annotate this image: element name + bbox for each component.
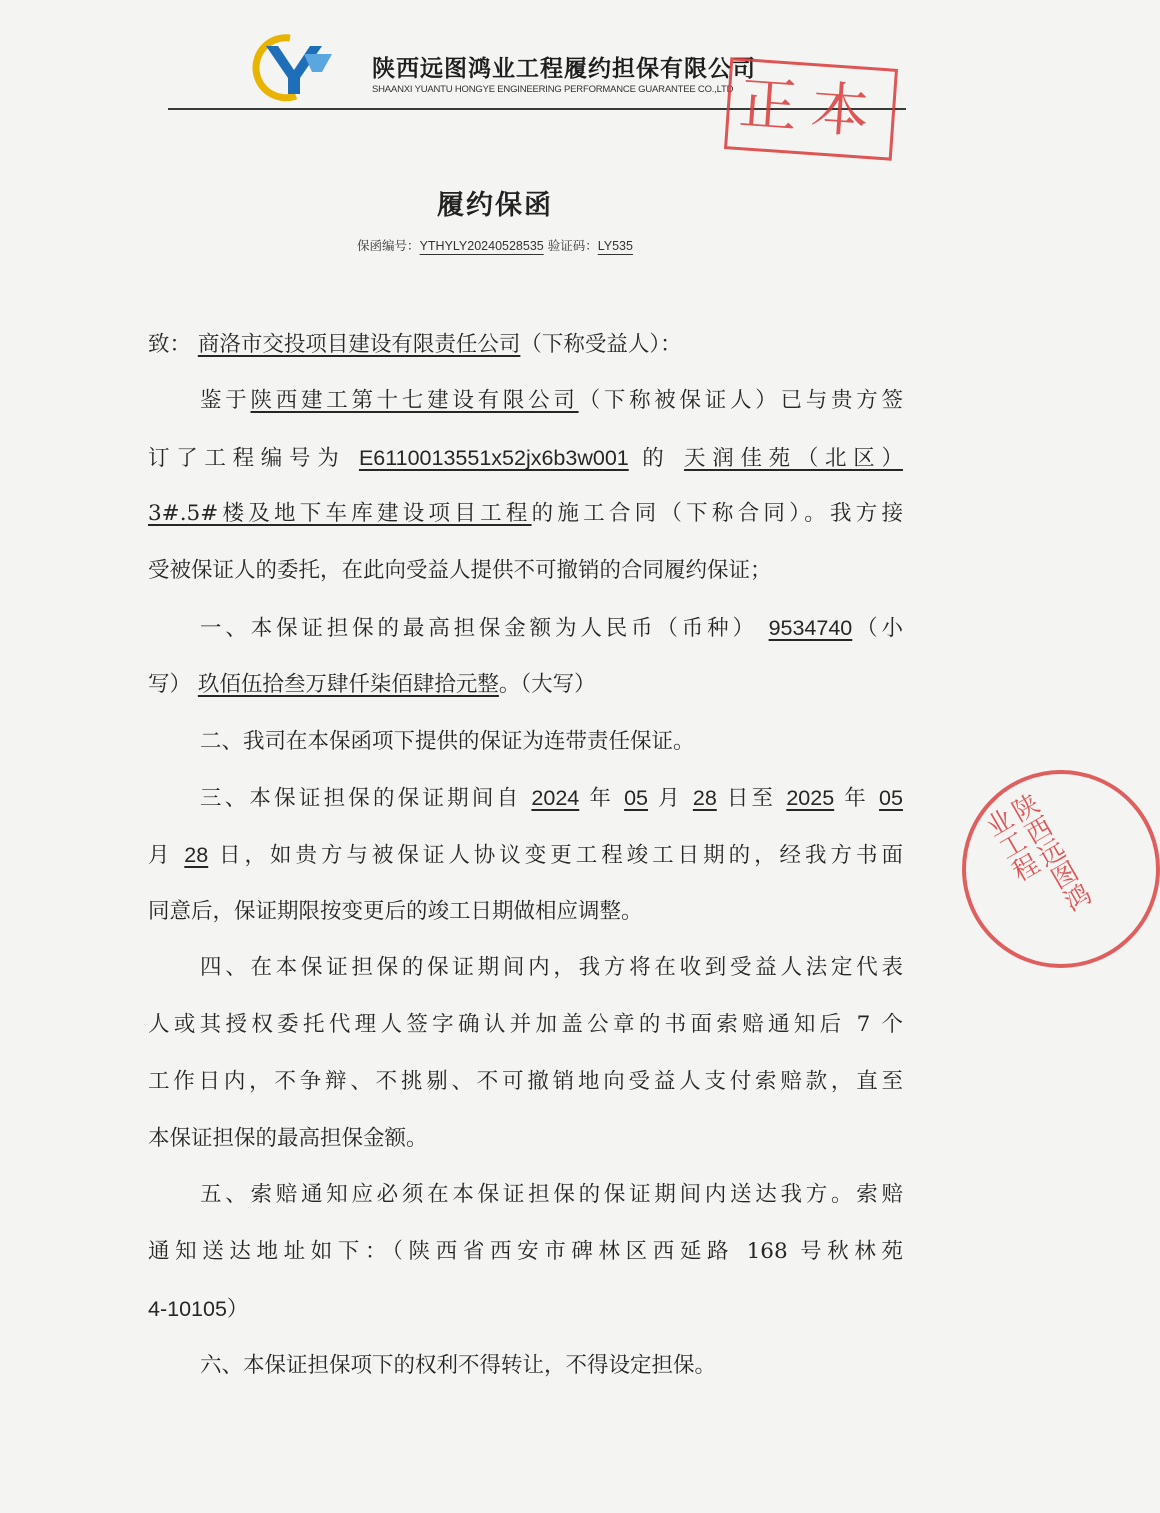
company-seal-text: 陕西远图鸿业工程 xyxy=(977,789,1095,917)
document-meta xyxy=(0,236,990,254)
company-name-en: SHAANXI YUANTU HONGYE ENGINEERING PERFORMANCE GUARANTEE CO.,LTD xyxy=(372,84,734,95)
guarantee-number: YTHYLY20240528535 xyxy=(419,239,544,253)
paragraph-line: 同意后，保证期限按变更后的竣工日期做相应调整。 xyxy=(148,899,643,924)
paragraph-line: 鉴于陕西建工第十七建设有限公司（下称被保证人）已与贵方签 xyxy=(200,388,903,413)
company-logo xyxy=(256,32,338,100)
paragraph-line: 订了工程编号为 E6110013551x52jx6b3w001 的 天润佳苑（北区） xyxy=(148,446,903,471)
original-copy-stamp: 正本 xyxy=(724,57,898,160)
project-name-cont: 3#.5#楼及地下车库建设项目工程 xyxy=(148,501,532,526)
project-name: 天润佳苑（北区） xyxy=(684,446,903,471)
clause-3: 三、本保证担保的保证期间自 2024 年 05 月 28 日至 2025 年 05 xyxy=(200,786,903,811)
amount-words: 玖佰伍拾叁万肆仟柒佰肆拾元整 xyxy=(197,672,499,697)
clause-2: 二、我司在本保函项下提供的保证为连带责任保证。 xyxy=(200,729,695,754)
verify-code: LY535 xyxy=(597,239,633,253)
addressee-line: 致： 商洛市交投项目建设有限责任公司（下称受益人）： xyxy=(148,332,682,357)
paragraph-line: 月 28 日，如贵方与被保证人协议变更工程竣工日期的，经我方书面 xyxy=(148,843,903,868)
paragraph-line: 本保证担保的最高担保金额。 xyxy=(148,1126,428,1151)
paragraph-line: 3#.5#楼及地下车库建设项目工程的施工合同（下称合同）。我方接 xyxy=(148,501,903,526)
paragraph-line: 人或其授权委托代理人签字确认并加盖公章的书面索赔通知后 7 个 xyxy=(148,1012,903,1037)
document-title: 履约保函 xyxy=(437,190,553,221)
amount-figure: 9534740 xyxy=(768,616,853,640)
project-number: E6110013551x52jx6b3w001 xyxy=(358,446,629,470)
paragraph-line: 通知送达地址如下：（陕西省西安市碑林区西延路 168 号秋林苑 xyxy=(148,1239,903,1264)
paragraph-line: 写） 玖佰伍拾叁万肆仟柒佰肆拾元整。（大写） xyxy=(148,672,596,697)
clause-4: 四、在本保证担保的保证期间内，我方将在收到受益人法定代表 xyxy=(200,955,903,980)
paragraph-line: 受被保证人的委托，在此向受益人提供不可撤销的合同履约保证； xyxy=(148,558,772,583)
beneficiary-name: 商洛市交投项目建设有限责任公司 xyxy=(197,332,521,357)
guaranteed-party: 陕西建工第十七建设有限公司 xyxy=(250,388,579,413)
paragraph-line: 4-10105） xyxy=(148,1297,249,1321)
clause-1: 一、本保证担保的最高担保金额为人民币（币种） 9534740（小 xyxy=(200,616,903,641)
paragraph-line: 工作日内，不争辩、不挑剔、不可撤销地向受益人支付索赔款，直至 xyxy=(148,1069,903,1094)
verify-label: 验证码： xyxy=(547,238,598,253)
clause-6: 六、本保证担保项下的权利不得转让，不得设定担保。 xyxy=(200,1353,717,1378)
clause-5: 五、索赔通知应必须在本保证担保的保证期间内送达我方。索赔 xyxy=(200,1182,903,1207)
number-label: 保函编号： xyxy=(357,238,420,253)
company-name-cn: 陕西远图鸿业工程履约担保有限公司 xyxy=(372,56,756,82)
